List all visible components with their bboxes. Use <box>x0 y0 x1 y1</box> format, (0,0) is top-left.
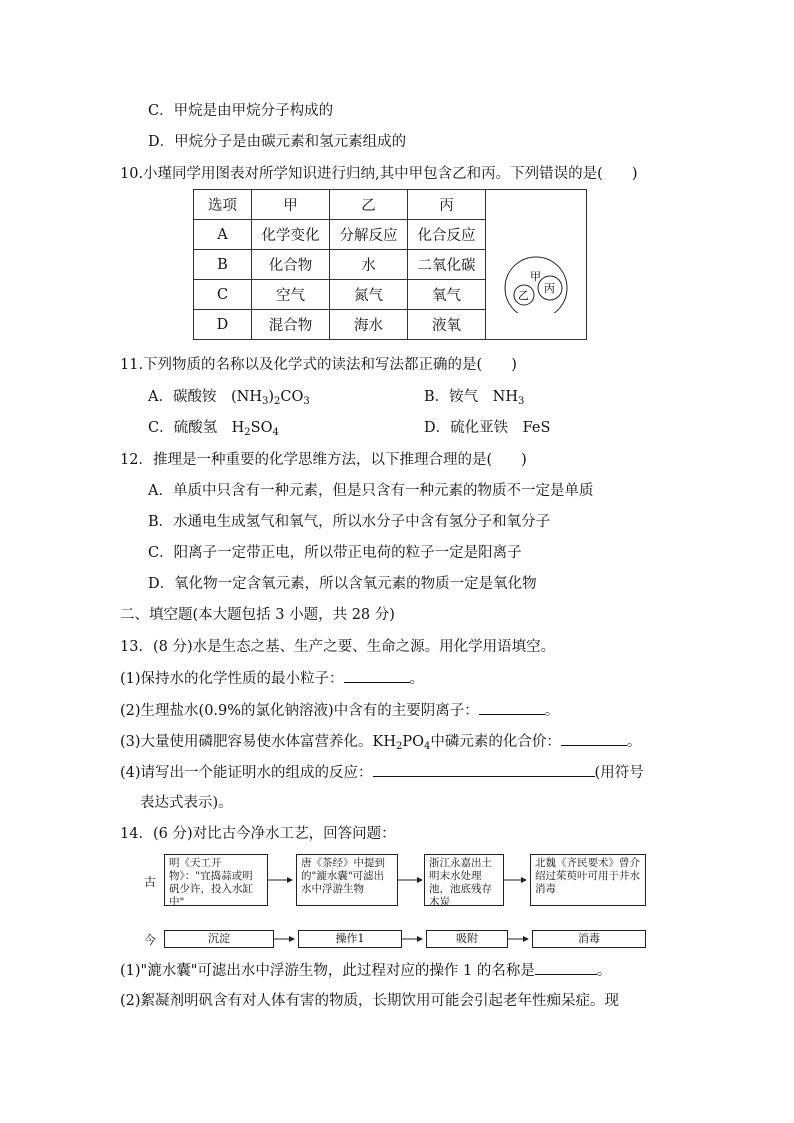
table-cell: 分解反应 <box>330 220 408 250</box>
table-header-cell: 丙 <box>408 190 486 220</box>
venn-right-label: 丙 <box>544 281 555 295</box>
period: 。 <box>626 734 642 750</box>
table-cell: 水 <box>330 250 408 280</box>
table-cell: 二氧化碳 <box>408 250 486 280</box>
q11-option-b <box>424 387 524 407</box>
q13-part3: (3)大量使用磷肥容易使水体富营养化。$KH_2PO_4$中磷元素的化合价： 。 <box>120 731 641 752</box>
q13-part2-text: (2)生理盐水(0.9%的氯化钠溶液)中含有的主要阴离子： <box>120 703 479 719</box>
answer-blank[interactable] <box>561 731 627 746</box>
venn-left-label: 乙 <box>518 288 529 302</box>
table-header-cell: 甲 <box>252 190 330 220</box>
q11-option-c-label: C．硫酸氢 <box>148 420 218 436</box>
answer-blank[interactable] <box>373 762 595 777</box>
answer-blank[interactable] <box>479 700 545 715</box>
ancient-box: 北魏《齐民要术》曾介绍过茱萸叶可用于井水消毒 <box>530 854 646 906</box>
modern-box: 消毒 <box>532 930 646 948</box>
table-cell: 化合反应 <box>408 220 486 250</box>
table-cell: 氮气 <box>330 280 408 310</box>
table-cell: A <box>194 220 252 250</box>
modern-box: 沉淀 <box>164 930 274 948</box>
q11-option-d: D．硫化亚铁 FeS <box>424 420 551 436</box>
modern-box: 操作1 <box>298 930 402 948</box>
table-header-cell: 乙 <box>330 190 408 220</box>
ancient-box: 唐《茶经》中提到的"漉水囊"可滤出水中浮游生物 <box>296 854 398 906</box>
period: 。 <box>544 703 560 719</box>
q13-stem: 13．(8 分)水是生态之基、生产之要、生命之源。用化学用语填空。 <box>120 639 556 655</box>
q13-part4-tail: (用符号 <box>594 765 644 781</box>
q11-option-a: A．碳酸铵 $(NH_3)_2CO_3$ <box>148 389 310 407</box>
q12-option-b: B．水通电生成氢气和氧气，所以水分子中含有氢分子和氧分子 <box>148 514 551 530</box>
venn-outer-label: 甲 <box>530 269 541 283</box>
modern-box: 吸附 <box>426 930 508 948</box>
q12-option-d: D．氧化物一定含氧元素，所以含氧元素的物质一定是氧化物 <box>148 576 537 592</box>
q14-part1-text: (1)"漉水囊"可滤出水中浮游生物，此过程对应的操作 1 的名称是 <box>120 963 535 979</box>
q10-table <box>193 189 587 340</box>
q13-part2 <box>120 700 559 721</box>
table-cell: 化合物 <box>252 250 330 280</box>
table-cell: D <box>194 310 252 340</box>
water-purification-flow-diagram <box>140 850 660 955</box>
q13-part3-text: (3)大量使用磷肥容易使水体富营养化。KH <box>120 734 397 750</box>
table-cell: 混合物 <box>252 310 330 340</box>
table-cell: 空气 <box>252 280 330 310</box>
q11-option-b-sub: 3 <box>518 396 525 407</box>
q14-part1 <box>120 960 611 981</box>
period: 。 <box>409 671 425 687</box>
ancient-box: 浙江永嘉出土明末水处理池，池底残存木炭 <box>424 854 504 906</box>
row-label-ancient: 古 <box>144 875 157 889</box>
table-cell: 化学变化 <box>252 220 330 250</box>
q11-option-b-text: B．铵气 NH <box>424 389 518 405</box>
q13-part4-text: (4)请写出一个能证明水的组成的反应： <box>120 765 373 781</box>
q12-option-c: C．阳离子一定带正电，所以带正电荷的粒子一定是阳离子 <box>148 545 522 561</box>
venn-diagram <box>486 213 586 313</box>
q13-part1 <box>120 668 424 689</box>
q13-part4-cont: 表达式表示)。 <box>140 795 233 811</box>
table-cell: 海水 <box>330 310 408 340</box>
period: 。 <box>596 963 612 979</box>
q12-option-a: A．单质中只含有一种元素，但是只含有一种元素的物质不一定是单质 <box>148 483 594 499</box>
q14-stem: 14．(6 分)对比古今净水工艺，回答问题： <box>120 826 396 842</box>
table-cell: B <box>194 250 252 280</box>
q11-option-a-label: A．碳酸铵 <box>148 389 217 405</box>
q13-part4 <box>120 762 644 783</box>
q14-part2: (2)絮凝剂明矾含有对人体有害的物质，长期饮用可能会引起老年性痴呆症。现 <box>120 993 620 1009</box>
q9-option-c: C．甲烷是由甲烷分子构成的 <box>148 103 334 119</box>
answer-blank[interactable] <box>344 668 410 683</box>
q13-part3-text-post: 中磷元素的化合价： <box>430 734 561 750</box>
ancient-box: 明《天工开物》："宜捣蒜或明矾少许，投入水缸中" <box>164 854 268 906</box>
q12-stem: 12．推理是一种重要的化学思维方法，以下推理合理的是( ) <box>120 452 527 468</box>
section-heading: 二、填空题(本大题包括 3 小题，共 28 分) <box>120 607 395 623</box>
q9-option-d: D．甲烷分子是由碳元素和氢元素组成的 <box>148 134 407 150</box>
venn-diagram-cell <box>486 190 587 340</box>
q10-stem: 10.小瑾同学用图表对所学知识进行归纳,其中甲包含乙和丙。下列错误的是( ) <box>120 166 638 182</box>
table-header-row <box>194 190 587 220</box>
table-cell: C <box>194 280 252 310</box>
row-label-modern: 今 <box>144 933 157 947</box>
q11-stem: 11.下列物质的名称以及化学式的读法和写法都正确的是( ) <box>120 357 517 373</box>
table-cell: 氧气 <box>408 280 486 310</box>
q11-option-c: C．硫酸氢 $H_2SO_4$ <box>148 420 279 438</box>
q13-part1-text: (1)保持水的化学性质的最小粒子： <box>120 671 344 687</box>
table-cell: 液氧 <box>408 310 486 340</box>
answer-blank[interactable] <box>535 960 597 975</box>
table-header-cell: 选项 <box>194 190 252 220</box>
